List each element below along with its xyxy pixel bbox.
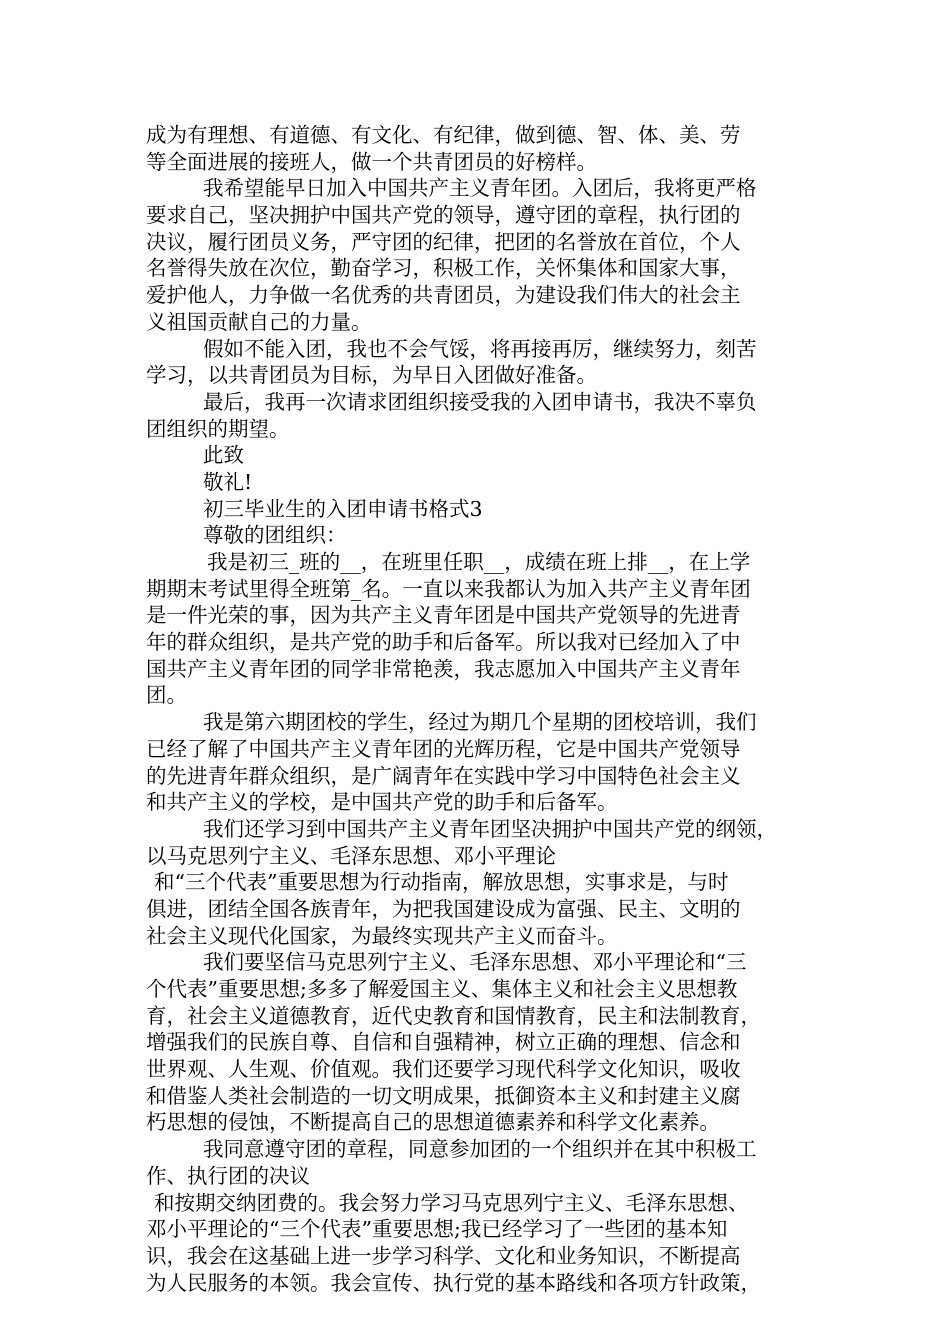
text-line: 世界观、人生观、价值观。我们还要学习现代科学文化知识，吸收	[146, 1057, 741, 1082]
text-line: 和按期交纳团费的。我会努力学习马克思列宁主义、毛泽东思想、	[154, 1190, 749, 1215]
text-line: 个代表”重要思想;多多了解爱国主义、集体主义和社会主义思想教	[146, 977, 738, 1001]
text-line: 和共产主义的学校，是中国共产党的助手和后备军。	[146, 790, 618, 815]
text-line: 增强我们的民族自尊、自信和自强精神，树立正确的理想、信念和	[146, 1030, 741, 1055]
text-line: 我同意遵守团的章程，同意参加团的一个组织并在其中积极工	[203, 1137, 757, 1162]
text-line: 名誉得失放在次位，勤奋学习，积极工作，关怀集体和国家大事，	[146, 256, 741, 281]
text-line: 社会主义现代化国家，为最终实现共产主义而奋斗。	[146, 923, 618, 948]
text-line: 我们要坚信马克思列宁主义、毛泽东思想、邓小平理论和“三	[203, 950, 747, 975]
text-line: 成为有理想、有道德、有文化、有纪律，做到德、智、体、美、劳	[146, 123, 741, 147]
text-line: 识，我会在这基础上进一步学习科学、文化和业务知识，不断提高	[146, 1243, 741, 1268]
text-line: 敬礼!	[203, 469, 253, 494]
text-line: 以马克思列宁主义、毛泽东思想、邓小平理论	[146, 843, 556, 868]
text-line: 和借鉴人类社会制造的一切文明成果，抵御资本主义和封建主义腐	[146, 1083, 741, 1108]
text-line: 的先进青年群众组织，是广阔青年在实践中学习中国特色社会主义	[146, 763, 741, 788]
text-line: 团组织的期望。	[146, 416, 290, 441]
text-line: 学习，以共青团员为目标，为早日入团做好准备。	[146, 363, 597, 388]
text-line: 育，社会主义道德教育，近代史教育和国情教育，民主和法制教育，	[146, 1003, 761, 1028]
text-line: 尊敬的团组织：	[203, 523, 347, 548]
text-line: 已经了解了中国共产主义青年团的光辉历程，它是中国共产党领导	[146, 736, 741, 761]
text-line: 义祖国贡献自己的力量。	[146, 309, 372, 334]
text-line: 为人民服务的本领。我会宣传、执行党的基本路线和各项方针政策，	[146, 1270, 761, 1295]
text-line: 朽思想的侵蚀，不断提高自己的思想道德素养和科学文化素养。	[146, 1110, 720, 1135]
text-line: 此致	[203, 443, 244, 468]
text-line: 最后，我再一次请求团组织接受我的入团申请书，我决不辜负	[203, 389, 757, 414]
document-body	[146, 122, 826, 1296]
text-line: 等全面进展的接班人，做一个共青团员的好榜样。	[146, 149, 597, 174]
text-line: 初三毕业生的入团申请书格式3	[203, 496, 483, 521]
text-line: 决议，履行团员义务，严守团的纪律，把团的名誉放在首位，个人	[146, 229, 741, 254]
text-line: 邓小平理论的“三个代表”重要思想;我已经学习了一些团的基本知	[146, 1217, 728, 1242]
text-line: 作、执行团的决议	[146, 1163, 310, 1188]
text-line: 爱护他人，力争做一名优秀的共青团员，为建设我们伟大的社会主	[146, 283, 741, 308]
text-line: 和“三个代表”重要思想为行动指南，解放思想，实事求是，与时	[154, 870, 729, 895]
text-line: 俱进，团结全国各族青年，为把我国建设成为富强、民主、文明的	[146, 896, 741, 921]
text-line: 我们还学习到中国共产主义青年团坚决拥护中国共产党的纲领，	[203, 816, 777, 841]
text-line: 是一件光荣的事，因为共产主义青年团是中国共产党领导的先进青	[146, 603, 741, 628]
text-line: 国共产主义青年团的同学非常艳羡，我志愿加入中国共产主义青年	[146, 656, 741, 681]
text-line: 假如不能入团，我也不会气馁，将再接再厉，继续努力，刻苦	[203, 336, 757, 361]
text-line: 期期末考试里得全班第_名。一直以来我都认为加入共产主义青年团	[146, 576, 751, 601]
text-line: 我是初三_班的__，在班里任职__，成绩在班上排__，在上学	[207, 550, 751, 574]
text-line: 年的群众组织，是共产党的助手和后备军。所以我对已经加入了中	[146, 630, 741, 655]
text-line: 团。	[146, 683, 187, 708]
text-line: 要求自己，坚决拥护中国共产党的领导，遵守团的章程，执行团的	[146, 203, 741, 228]
text-line: 我是第六期团校的学生，经过为期几个星期的团校培训，我们	[203, 710, 757, 735]
text-line: 我希望能早日加入中国共产主义青年团。入团后，我将更严格	[203, 176, 757, 201]
